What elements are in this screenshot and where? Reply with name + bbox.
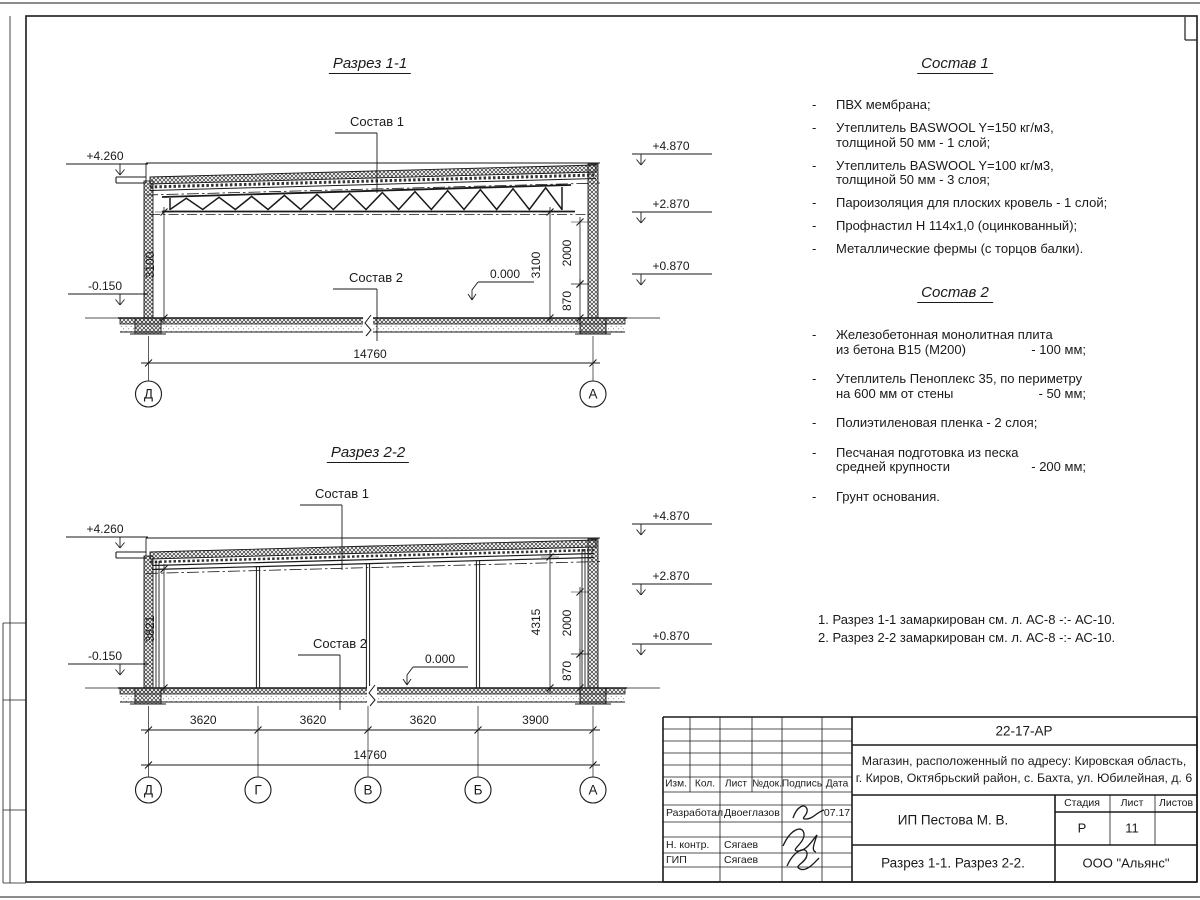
dim-total-s1: 14760 [353, 347, 387, 361]
bullet-dash: - [812, 415, 817, 430]
dim-total-s2: 14760 [353, 748, 387, 762]
col-ndok: №док. [752, 778, 782, 790]
notes [818, 611, 1115, 646]
footing-right [580, 688, 606, 704]
dim-lower-s1: 870 [560, 290, 574, 312]
elev-left-top-s1: +4.260 [86, 149, 124, 163]
elev-left-bottom-s2: -0.150 [87, 649, 123, 663]
signature [793, 806, 824, 819]
material-item [812, 242, 1122, 257]
material-line: Утеплитель BASWOOL Y=100 кг/м3, [836, 157, 1054, 173]
elev-right-2-s1: +2.870 [652, 197, 690, 211]
material-line: на 600 мм от стены - 50 мм; [836, 385, 1086, 401]
note-2: 2. Разрез 2-2 замаркирован см. л. АС-8 -:- АС-10. [818, 629, 1116, 645]
section-2-title [327, 444, 409, 463]
material-line: Металлические фермы (с торцов балки). [836, 241, 1084, 256]
material-line: Утеплитель Пеноплекс 35, по периметру [836, 371, 1083, 386]
signer-3-name: Сягаев [724, 854, 759, 866]
signer-2-role: Н. контр. [666, 839, 710, 851]
footing-right [580, 318, 606, 334]
wall-right-1 [588, 164, 598, 318]
signer-3-role: ГИП [666, 854, 687, 866]
bullet-dash: - [812, 241, 817, 256]
material-line: Полиэтиленовая пленка - 2 слоя; [836, 415, 1038, 430]
material-item [812, 219, 1122, 234]
signer-1-role: Разработал [666, 807, 724, 819]
axis-letter-Д: Д [143, 782, 154, 798]
signer-2-name: Сягаев [724, 839, 759, 851]
material-line: Профнастил Н 114х1,0 (оцинкованный); [836, 218, 1078, 233]
material-item [812, 446, 1122, 475]
footing-left [135, 688, 161, 704]
elev-left-bottom-s1: -0.150 [87, 279, 123, 293]
col-data: Дата [825, 778, 849, 790]
material-thickness: - 50 мм; [1038, 385, 1086, 401]
col-list: Лист [724, 778, 748, 790]
bullet-dash: - [812, 327, 817, 342]
material-item [812, 372, 1122, 401]
sheet-title: Разрез 1-1. Разрез 2-2. [881, 855, 1025, 871]
material-item [812, 328, 1122, 357]
material-line: Песчаная подготовка из песка [836, 444, 1019, 460]
sheet-number: 11 [1125, 820, 1139, 836]
footing-left [135, 318, 161, 334]
materials-1-title [917, 55, 993, 74]
sheet-label: Лист [1120, 797, 1144, 809]
material-line: толщиной 50 мм - 1 слой; [836, 134, 991, 150]
materials-2-title-text: Состав 2 [917, 284, 993, 303]
material-line: толщиной 50 мм - 3 слоя; [836, 172, 991, 187]
truss-top-chord [162, 185, 571, 197]
material-item [812, 121, 1122, 150]
section-1-title-text: Разрез 1-1 [329, 55, 411, 74]
sheets-total-label: Листов [1158, 797, 1194, 809]
col-izm: Изм. [665, 778, 687, 790]
materials-2-list [812, 328, 1122, 519]
signer-1-date: 07.17 [823, 807, 851, 819]
section-1-title [329, 55, 411, 74]
elev-right-1-s2: +4.870 [652, 509, 690, 523]
elev-right-3-s1: +0.870 [652, 259, 690, 273]
col-podpis: Подпись [781, 778, 823, 790]
material-line: Грунт основания. [836, 488, 940, 504]
company-name: ООО "Альянс" [1082, 855, 1170, 871]
bullet-dash: - [812, 488, 817, 504]
material-line: средней крупности - 200 мм; [836, 459, 1086, 474]
dim-left-s1: 3100 [143, 251, 157, 279]
dim-right-s2: 4315 [529, 608, 543, 636]
dim-right-s1: 3100 [529, 251, 543, 279]
bullet-dash: - [812, 371, 817, 386]
material-line: Железобетонная монолитная плита [836, 327, 1053, 342]
project-line2: г. Киров, Октябрьский район, с. Бахта, ул. Юбилейная, д. 6 [855, 771, 1193, 785]
material-item [812, 416, 1122, 431]
material-line: из бетона В15 (М200) - 100 мм; [836, 341, 1086, 357]
bullet-dash: - [812, 120, 817, 135]
axis-letter-Б: Б [473, 782, 483, 798]
doc-code: 22-17-АР [995, 723, 1053, 739]
bullet-dash: - [812, 444, 817, 460]
dim-upper-s1: 2000 [560, 239, 574, 267]
elev-right-2-s2: +2.870 [652, 569, 690, 583]
material-line: Пароизоляция для плоских кровель - 1 слой; [836, 195, 1108, 210]
axis-letter-А: А [588, 782, 598, 798]
callout-sostav2-s2: Состав 2 [313, 636, 367, 651]
dim-span-3: 3620 [409, 713, 437, 727]
elev-floor-s2: 0.000 [424, 652, 456, 666]
axis-letter-Г: Г [254, 782, 262, 798]
bullet-dash: - [812, 218, 817, 233]
dim-span-1: 3620 [189, 713, 217, 727]
bullet-dash: - [812, 157, 817, 173]
client-name: ИП Пестова М. В. [897, 812, 1009, 828]
material-line: ПВХ мембрана; [836, 97, 931, 112]
materials-1-list [812, 98, 1122, 265]
stage-value: Р [1077, 820, 1087, 836]
signer-1-name: Двоеглазов [724, 807, 780, 819]
bullet-dash: - [812, 97, 817, 112]
callout-sostav1-s1: Состав 1 [350, 114, 404, 129]
wall-left-1 [144, 181, 153, 318]
col-kol: Кол. [694, 778, 716, 790]
callout-sostav1-s2: Состав 1 [315, 486, 369, 501]
material-line: Утеплитель BASWOOL Y=150 кг/м3, [836, 120, 1054, 135]
stage-label: Стадия [1064, 797, 1100, 809]
material-item [812, 159, 1122, 188]
materials-1-title-text: Состав 1 [917, 55, 993, 74]
bullet-dash: - [812, 195, 817, 210]
elev-left-top-s2: +4.260 [86, 522, 124, 536]
callout-sostav2-s1: Состав 2 [349, 270, 403, 285]
materials-2-title [917, 284, 993, 303]
material-thickness: - 100 мм; [1031, 341, 1086, 357]
material-item [812, 196, 1122, 211]
section-2-title-text: Разрез 2-2 [327, 444, 409, 463]
elev-right-3-s2: +0.870 [652, 629, 690, 643]
elev-floor-s1: 0.000 [489, 267, 521, 281]
axis-letter-В: В [363, 782, 373, 798]
dim-left-s2: 3821 [143, 615, 157, 643]
axis-letter-А: А [588, 386, 598, 402]
note-1: 1. Разрез 1-1 замаркирован см. л. АС-8 -:- АС-10. [818, 612, 1116, 627]
elev-right-1-s1: +4.870 [652, 139, 690, 153]
dim-upper-s2: 2000 [560, 609, 574, 637]
dim-span-4: 3900 [522, 713, 549, 727]
dim-lower-s2: 870 [560, 660, 574, 682]
project-line1: Магазин, расположенный по адресу: Кировская область, [861, 754, 1187, 768]
axis-letter-Д: Д [143, 386, 154, 402]
signature [783, 829, 817, 852]
material-thickness: - 200 мм; [1031, 459, 1086, 474]
material-item [812, 490, 1122, 505]
material-item [812, 98, 1122, 113]
dim-span-2: 3620 [299, 713, 327, 727]
